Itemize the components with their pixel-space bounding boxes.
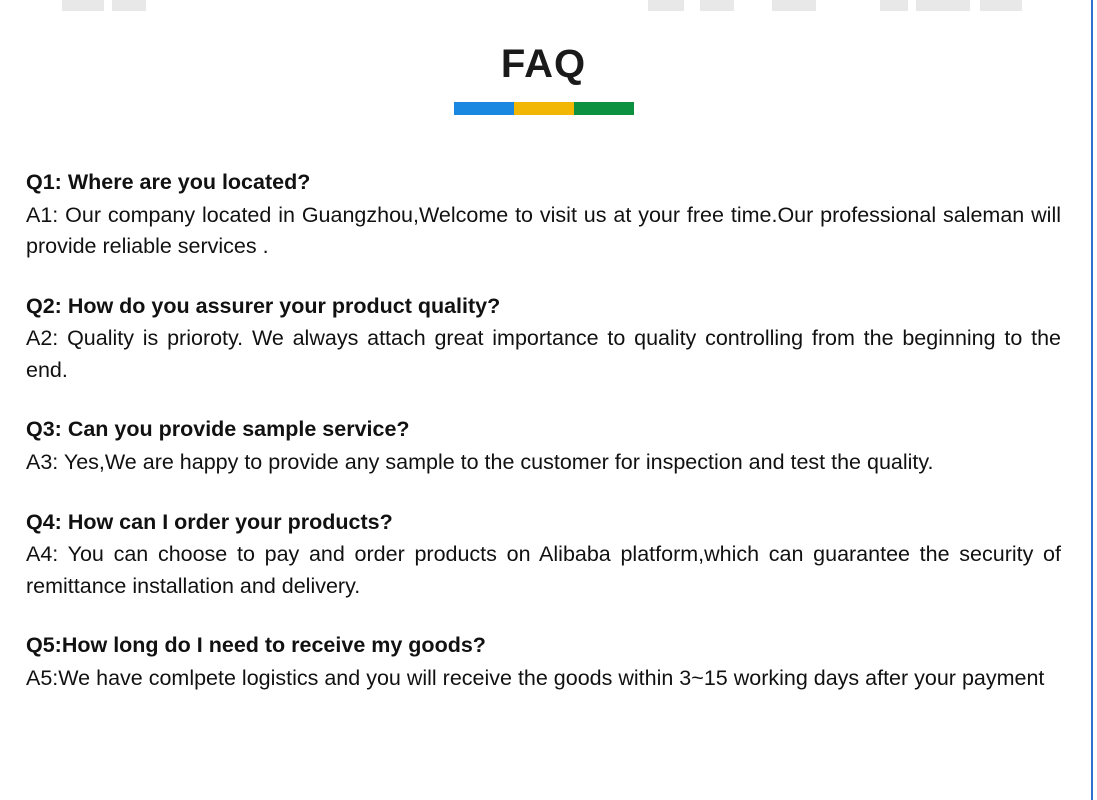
- faq-answer: A3: Yes,We are happy to provide any sample to the customer for inspection and test the quality.: [26, 449, 934, 474]
- faq-item: [26, 414, 1061, 478]
- faq-question: Q3: Can you provide sample service?: [26, 417, 410, 442]
- faq-question: Q4: How can I order your products?: [26, 509, 393, 534]
- faq-question: Q5:How long do I need to receive my goods?: [26, 633, 486, 658]
- divider-segment-blue: [454, 102, 514, 115]
- faq-answer: A4: You can choose to pay and order products on Alibaba platform,which can guarantee the security of remittance installation and delivery.: [26, 542, 1061, 598]
- divider-segment-green: [574, 102, 634, 115]
- faq-answer: A1: Our company located in Guangzhou,Welcome to visit us at your free time.Our professional saleman will provide reliable services .: [26, 202, 1061, 259]
- page-title: FAQ: [500, 42, 587, 86]
- divider-segment-yellow: [514, 102, 574, 115]
- faq-header: [26, 0, 1061, 115]
- faq-answer: A5:We have comlpete logistics and you will receive the goods within 3~15 working days after your payment: [26, 665, 1045, 690]
- faq-item: [26, 507, 1061, 603]
- faq-item: [26, 630, 1061, 694]
- faq-question: Q1: Where are you located?: [26, 170, 311, 194]
- tricolor-divider: [454, 102, 634, 115]
- faq-answer: A2: Quality is prioroty. We always attach great importance to quality controlling from the beginning to the end.: [26, 326, 1061, 382]
- faq-item: [26, 167, 1061, 263]
- faq-question: Q2: How do you assurer your product quality?: [26, 293, 501, 318]
- faq-list: [26, 167, 1061, 694]
- faq-item: [26, 291, 1061, 387]
